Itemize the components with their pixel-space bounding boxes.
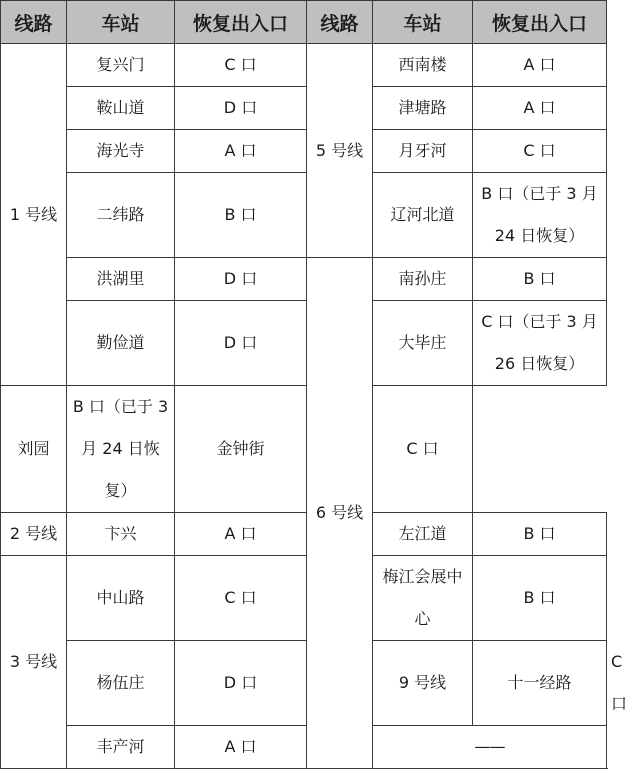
line-cell-5: 5 号线 bbox=[307, 44, 373, 258]
station-cell: 十一经路 bbox=[473, 641, 607, 726]
exit-cell: B 口 bbox=[473, 556, 607, 641]
exit-cell: C 口 bbox=[175, 44, 307, 87]
exit-cell: C 口 bbox=[175, 556, 307, 641]
header-line-right: 线路 bbox=[307, 1, 373, 44]
exit-cell: C 口 bbox=[373, 386, 473, 513]
exit-cell: B 口（已于 3 月 24 日恢复） bbox=[67, 386, 175, 513]
station-cell: 杨伍庄 bbox=[67, 641, 175, 726]
station-cell: 梅江会展中心 bbox=[373, 556, 473, 641]
exit-cell: B 口 bbox=[175, 173, 307, 258]
station-cell: 洪湖里 bbox=[67, 258, 175, 301]
station-cell: 中山路 bbox=[67, 556, 175, 641]
station-cell: 海光寺 bbox=[67, 130, 175, 173]
header-station-left: 车站 bbox=[67, 1, 175, 44]
station-cell: 刘园 bbox=[1, 386, 67, 513]
exit-cell: A 口 bbox=[175, 513, 307, 556]
station-cell: 勤俭道 bbox=[67, 301, 175, 386]
empty-dash-cell: —— bbox=[373, 726, 607, 769]
station-cell: 复兴门 bbox=[67, 44, 175, 87]
header-row bbox=[1, 1, 607, 44]
station-cell: 南孙庄 bbox=[373, 258, 473, 301]
line-cell-2: 2 号线 bbox=[1, 513, 67, 556]
exit-cell: C 口（已于 3 月 26 日恢复） bbox=[473, 301, 607, 386]
exit-cell: D 口 bbox=[175, 641, 307, 726]
station-cell: 津塘路 bbox=[373, 87, 473, 130]
header-exit-right: 恢复出入口 bbox=[473, 1, 607, 44]
table-row: 杨伍庄 D 口 9 号线 十一经路 C 口 bbox=[1, 641, 607, 726]
station-cell: 金钟街 bbox=[175, 386, 307, 513]
station-cell: 卞兴 bbox=[67, 513, 175, 556]
station-cell: 西南楼 bbox=[373, 44, 473, 87]
exit-cell: A 口 bbox=[473, 44, 607, 87]
station-cell: 大毕庄 bbox=[373, 301, 473, 386]
exit-cell: B 口 bbox=[473, 513, 607, 556]
exit-cell: D 口 bbox=[175, 87, 307, 130]
line-cell-9: 9 号线 bbox=[373, 641, 473, 726]
exit-cell: B 口 bbox=[473, 258, 607, 301]
exit-cell: C 口 bbox=[473, 130, 607, 173]
header-line-left: 线路 bbox=[1, 1, 67, 44]
line-cell-1: 1 号线 bbox=[1, 44, 67, 386]
header-exit-left: 恢复出入口 bbox=[175, 1, 307, 44]
station-cell: 辽河北道 bbox=[373, 173, 473, 258]
table-row bbox=[1, 87, 607, 130]
exit-cell: A 口 bbox=[175, 130, 307, 173]
table-row bbox=[1, 726, 607, 769]
line-cell-3: 3 号线 bbox=[1, 556, 67, 769]
exit-cell: A 口 bbox=[175, 726, 307, 769]
table-row bbox=[1, 44, 607, 87]
exit-cell: D 口 bbox=[175, 301, 307, 386]
station-cell: 二纬路 bbox=[67, 173, 175, 258]
station-cell: 月牙河 bbox=[373, 130, 473, 173]
station-cell: 鞍山道 bbox=[67, 87, 175, 130]
station-cell: 丰产河 bbox=[67, 726, 175, 769]
line-cell-6: 6 号线 bbox=[307, 258, 373, 769]
exit-cell: A 口 bbox=[473, 87, 607, 130]
table-row bbox=[1, 130, 607, 173]
exit-cell: D 口 bbox=[175, 258, 307, 301]
table-row bbox=[1, 513, 607, 556]
exit-cell: B 口（已于 3 月 24 日恢复） bbox=[473, 173, 607, 258]
header-station-right: 车站 bbox=[373, 1, 473, 44]
table-row bbox=[1, 258, 607, 301]
station-cell: 左江道 bbox=[373, 513, 473, 556]
